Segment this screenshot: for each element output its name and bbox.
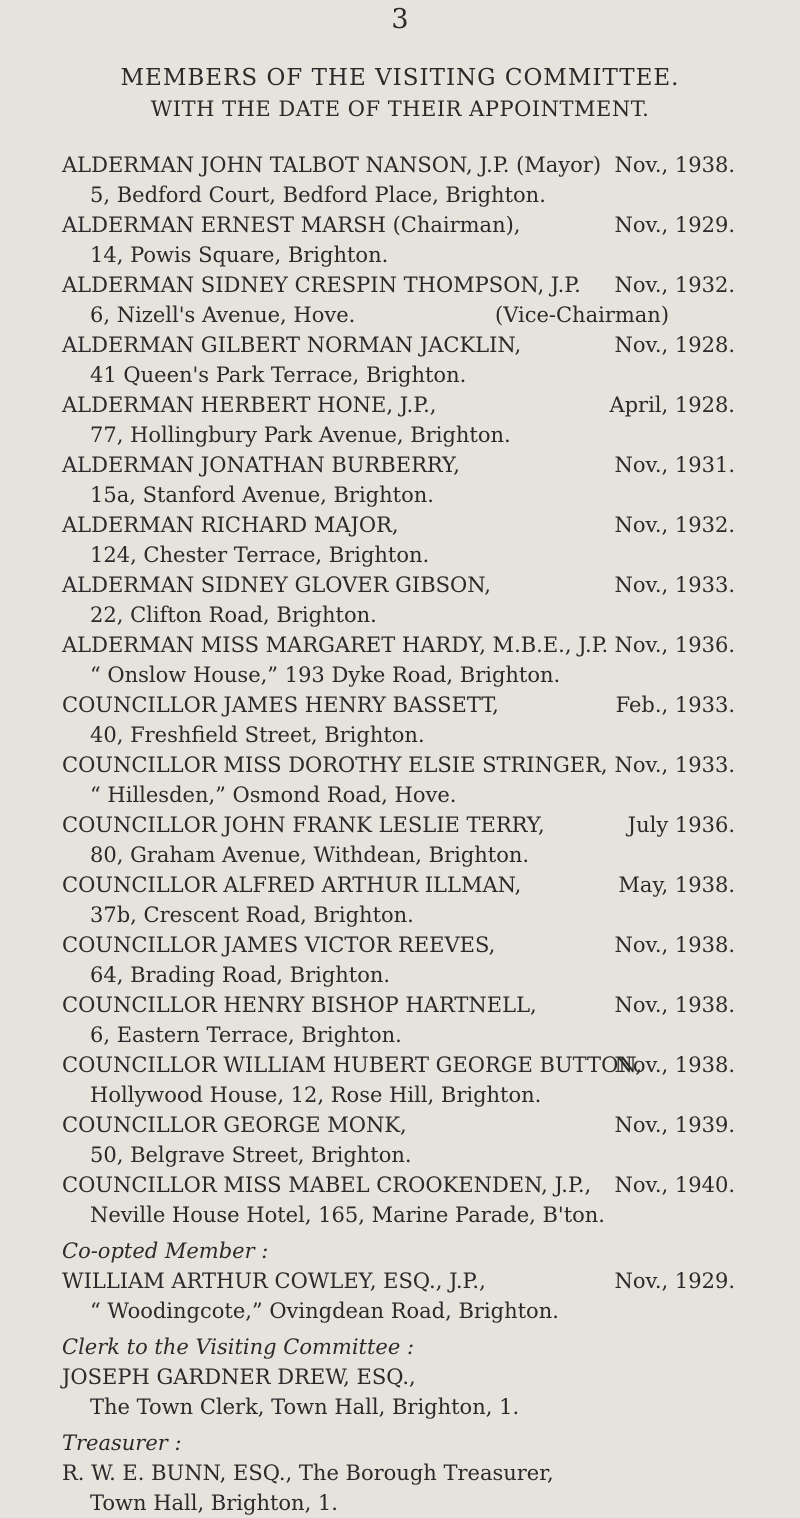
coopted-label: Co-opted Member : (62, 1239, 269, 1263)
member-name: COUNCILLOR WILLIAM HUBERT GEORGE BUTTON, (62, 1053, 642, 1077)
member-name: COUNCILLOR HENRY BISHOP HARTNELL, (62, 993, 537, 1017)
member-name: ALDERMAN JOHN TALBOT NANSON, J.P. (Mayor) (62, 153, 602, 177)
clerk-label: Clerk to the Visiting Committee : (62, 1335, 415, 1359)
member-rows (0, 150, 800, 1230)
member-name: ALDERMAN GILBERT NORMAN JACKLIN, (62, 333, 522, 357)
member-address: 6, Eastern Terrace, Brighton. (90, 1023, 402, 1047)
member-address: 6, Nizell's Avenue, Hove. (90, 303, 356, 327)
coopted-address: “ Woodingcote,” Ovingdean Road, Brighton. (90, 1299, 559, 1323)
member-name: COUNCILLOR JAMES HENRY BASSETT, (62, 693, 499, 717)
member-address: 37b, Crescent Road, Brighton. (90, 903, 414, 927)
coopted-name: WILLIAM ARTHUR COWLEY, ESQ., J.P., (62, 1269, 486, 1293)
member-address: 22, Clifton Road, Brighton. (90, 603, 377, 627)
member-address: 40, Freshfield Street, Brighton. (90, 723, 425, 747)
member-address: 5, Bedford Court, Bedford Place, Brighton. (90, 183, 546, 207)
appointment-date: Nov., 1938. (614, 153, 735, 177)
coopted-date: Nov., 1929. (614, 1269, 735, 1293)
member-entry (0, 870, 800, 930)
member-address: Hollywood House, 12, Rose Hill, Brighton. (90, 1083, 542, 1107)
member-name: ALDERMAN RICHARD MAJOR, (62, 513, 399, 537)
member-entry (0, 390, 800, 450)
member-name: ALDERMAN ERNEST MARSH (Chairman), (62, 213, 521, 237)
appointment-date: Nov., 1936. (614, 633, 735, 657)
appointment-date: Nov., 1933. (614, 573, 735, 597)
member-name: ALDERMAN MISS MARGARET HARDY, M.B.E., J.P. (62, 633, 609, 657)
member-name: ALDERMAN HERBERT HONE, J.P., (62, 393, 437, 417)
clerk-address: The Town Clerk, Town Hall, Brighton, 1. (90, 1395, 520, 1419)
appointment-date: Nov., 1932. (614, 273, 735, 297)
appointment-date: Nov., 1938. (614, 993, 735, 1017)
treasurer-line-1: R. W. E. BUNN, ESQ., The Borough Treasurer, (62, 1461, 554, 1485)
member-address: 80, Graham Avenue, Withdean, Brighton. (90, 843, 530, 867)
appointment-date: Nov., 1933. (614, 753, 735, 777)
member-entry (0, 750, 800, 810)
member-entry (0, 1050, 800, 1110)
member-address: 14, Powis Square, Brighton. (90, 243, 389, 267)
appointment-date: Nov., 1931. (614, 453, 735, 477)
appointment-date: Nov., 1928. (614, 333, 735, 357)
member-address: 15a, Stanford Avenue, Brighton. (90, 483, 434, 507)
member-entry (0, 1170, 800, 1230)
member-name: COUNCILLOR MISS MABEL CROOKENDEN, J.P., (62, 1173, 592, 1197)
appointment-date: Nov., 1932. (614, 513, 735, 537)
appointment-date: May, 1938. (618, 873, 735, 897)
appointment-date: July 1936. (627, 813, 735, 837)
treasurer-label: Treasurer : (62, 1431, 182, 1455)
member-address: “ Onslow House,” 193 Dyke Road, Brighton. (90, 663, 561, 687)
member-entry (0, 930, 800, 990)
member-name: COUNCILLOR GEORGE MONK, (62, 1113, 407, 1137)
member-address: 41 Queen's Park Terrace, Brighton. (90, 363, 467, 387)
appointment-date: Feb., 1933. (615, 693, 735, 717)
member-entry (0, 630, 800, 690)
member-entry (0, 810, 800, 870)
member-name: ALDERMAN SIDNEY GLOVER GIBSON, (62, 573, 491, 597)
coopted-entry (0, 1266, 800, 1326)
member-address: 77, Hollingbury Park Avenue, Brighton. (90, 423, 511, 447)
member-entry (0, 690, 800, 750)
member-entry (0, 1110, 800, 1170)
member-address: 64, Brading Road, Brighton. (90, 963, 391, 987)
member-entry (0, 450, 800, 510)
member-name: COUNCILLOR ALFRED ARTHUR ILLMAN, (62, 873, 522, 897)
member-entry (0, 270, 800, 330)
member-address: 50, Belgrave Street, Brighton. (90, 1143, 412, 1167)
member-name: COUNCILLOR MISS DOROTHY ELSIE STRINGER, (62, 753, 608, 777)
page-subtitle: WITH THE DATE OF THEIR APPOINTMENT. (150, 97, 650, 121)
member-entry (0, 150, 800, 210)
appointment-date: Nov., 1938. (614, 1053, 735, 1077)
member-entry (0, 210, 800, 270)
member-address: “ Hillesden,” Osmond Road, Hove. (90, 783, 457, 807)
page-title: MEMBERS OF THE VISITING COMMITTEE. (120, 65, 680, 91)
members-list (0, 150, 800, 1518)
member-role-note: (Vice-Chairman) (495, 303, 670, 327)
member-name: ALDERMAN JONATHAN BURBERRY, (62, 453, 460, 477)
appointment-date: Nov., 1938. (614, 933, 735, 957)
member-name: COUNCILLOR JAMES VICTOR REEVES, (62, 933, 496, 957)
treasurer-line-2: Town Hall, Brighton, 1. (90, 1491, 338, 1515)
appointment-date: Nov., 1939. (614, 1113, 735, 1137)
page-number: 3 (391, 4, 409, 35)
member-entry (0, 570, 800, 630)
appointment-date: April, 1928. (609, 393, 735, 417)
appointment-date: Nov., 1929. (614, 213, 735, 237)
member-address: Neville House Hotel, 165, Marine Parade, B'ton. (90, 1203, 605, 1227)
member-address: 124, Chester Terrace, Brighton. (90, 543, 430, 567)
member-entry (0, 990, 800, 1050)
clerk-name: JOSEPH GARDNER DREW, ESQ., (62, 1365, 416, 1389)
member-name: ALDERMAN SIDNEY CRESPIN THOMPSON, J.P. (62, 273, 581, 297)
appointment-date: Nov., 1940. (614, 1173, 735, 1197)
member-entry (0, 510, 800, 570)
member-name: COUNCILLOR JOHN FRANK LESLIE TERRY, (62, 813, 545, 837)
member-entry (0, 330, 800, 390)
